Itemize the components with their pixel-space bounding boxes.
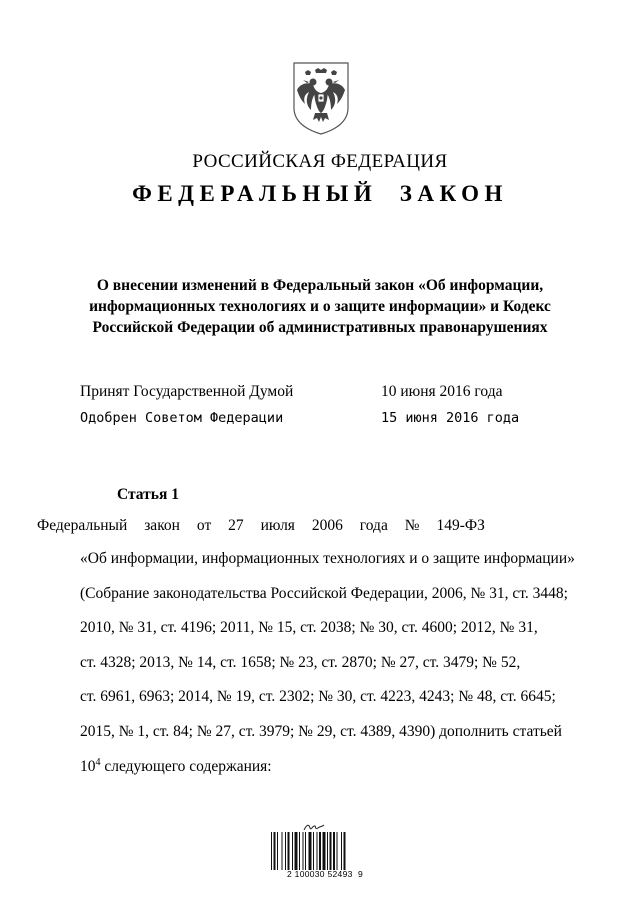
document-type: ФЕДЕРАЛЬНЫЙ ЗАКОН bbox=[132, 181, 508, 206]
article-heading: Статья 1 bbox=[117, 486, 179, 503]
article-word: № bbox=[404, 517, 420, 534]
article-number-superscript: 4 bbox=[95, 757, 101, 768]
duma-adoption-date: 10 июня 2016 года bbox=[381, 383, 503, 400]
document-footer bbox=[265, 822, 385, 882]
article-word: 2006 bbox=[311, 517, 343, 534]
country-name: РОССИЙСКАЯ ФЕДЕРАЦИЯ bbox=[192, 151, 448, 172]
article-line: 2010, № 31, ст. 4196; 2011, № 15, ст. 2038; № 30, ст. 4600; 2012, № 31, bbox=[80, 619, 538, 636]
article-line: ст. 6961, 6963; 2014, № 19, ст. 2302; № 30, ст. 4223, 4243; № 48, ст. 6645; bbox=[80, 688, 556, 705]
council-approval-label: Одобрен Советом Федерации bbox=[80, 410, 284, 426]
coat-of-arms-icon bbox=[291, 60, 351, 136]
article-word: Федеральный bbox=[37, 517, 128, 534]
article-line-first bbox=[37, 518, 485, 538]
law-title-line: Российской Федерации об административных правонарушениях bbox=[92, 319, 548, 336]
law-title-line: информационных технологиях и о защите информации» и Кодекс bbox=[89, 298, 551, 315]
barcode-number: 2 100030 52493 9 bbox=[286, 869, 363, 879]
article-line: ст. 4328; 2013, № 14, ст. 1658; № 23, ст. 2870; № 27, ст. 3479; № 52, bbox=[80, 654, 521, 671]
article-word: закон bbox=[144, 517, 180, 534]
article-line: 2015, № 1, ст. 84; № 27, ст. 3979; № 29, ст. 4389, 4390) дополнить статьей bbox=[80, 723, 562, 740]
article-number: 10 bbox=[80, 758, 96, 775]
article-line-last bbox=[80, 759, 565, 779]
article-word: от bbox=[196, 517, 212, 534]
barcode-icon bbox=[271, 832, 379, 870]
article-word: 149-ФЗ bbox=[436, 517, 485, 534]
article-word: 27 bbox=[228, 517, 244, 534]
article-word: июля bbox=[260, 517, 295, 534]
law-title-line: О внесении изменений в Федеральный закон «Об информации, bbox=[96, 277, 544, 294]
signature-icon bbox=[303, 822, 325, 832]
duma-adoption-label: Принят Государственной Думой bbox=[80, 383, 294, 400]
article-line: «Об информации, информационных технологиях и о защите информации» bbox=[80, 550, 575, 567]
law-title bbox=[80, 275, 560, 338]
article-line-rest: следующего содержания: bbox=[100, 758, 272, 775]
article-line: (Собрание законодательства Российской Федерации, 2006, № 31, ст. 3448; bbox=[80, 585, 568, 602]
article-word: года bbox=[359, 517, 388, 534]
council-approval-date: 15 июня 2016 года bbox=[381, 410, 520, 426]
